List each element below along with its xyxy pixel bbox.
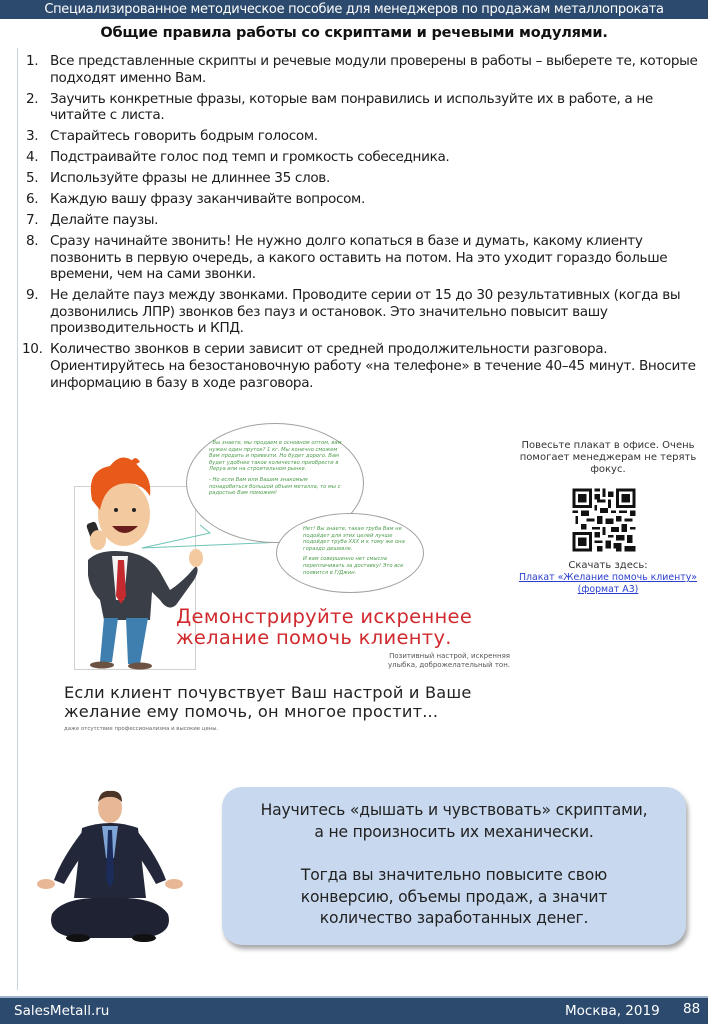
list-item: 3. Старайтесь говорить бодрым голосом. [26, 128, 318, 145]
list-item: 1. Все представленные скрипты и речевые модули проверены в работы – выберете те, которые подходят именно Вам. [26, 53, 698, 86]
poster-forgive-headline: Если клиент почувствует Ваш настрой и Ваше желание ему помочь, он многое простит... [64, 683, 472, 721]
list-item: 9. Не делайте пауз между звонками. Проводите серии от 15 до 30 результативных (когда вы дозвонились ЛПР) звонков без пауз и остановок. Это значительно повысит вашу производительность и КПД. [26, 287, 681, 337]
list-item: 6. Каждую вашу фразу заканчивайте вопросом. [26, 191, 365, 208]
page-title: Общие правила работы со скриптами и речевыми модулями. [100, 25, 608, 41]
list-item: 7. Делайте паузы. [26, 212, 159, 229]
list-item: 5. Используйте фразы не длиннее 35 слов. [26, 170, 330, 187]
header-banner-text: Специализированное методическое пособие для менеджеров по продажам металлопроката [44, 2, 664, 17]
list-item: 2. Заучить конкретные фразы, которые вам понравились и используйте их в работе, а не читайте с листа. [26, 90, 653, 124]
callout-box: Научитесь «дышать и чувствовать» скриптами, а не произносить их механически. Тогда вы значительно повысите свою конверсию, объемы продаж, а значит количество заработанных денег. [222, 787, 686, 945]
poster-forgive-subline: даже отсутствие профессионализма и высокие цены. [64, 726, 219, 732]
page-number: 88 [683, 1001, 701, 1017]
list-item: 8. Сразу начинайте звонить! Не нужно долго копаться в базе и думать, какому клиенту позвонить в первую очередь, а какого оставить на потом. На это уходит гораздо больше времени, чем на сами звонки. [26, 233, 668, 283]
poster-download-link[interactable]: Плакат «Желание помочь клиенту» (формат А3) [518, 572, 698, 595]
speech-bubble-1: - Вы знаете, мы продаем в основном оптом, вам нужен один пруток? 1 кг. Мы конечно сможем Вам продать и привезти. Но будет дорого. Вам будет удобнее такое количество приобрести в Леруа или на строительном рынке. - Но если Вам или Вашим знакомым понадобиться большой объем металла, то мы с радостью Вам поможем! [186, 423, 364, 543]
list-item: 4. Подстраивайте голос под темп и громкость собеседника. [26, 149, 450, 166]
poster-headline: Демонстрируйте искреннее желание помочь клиенту. [176, 605, 473, 649]
qr-code-icon[interactable] [570, 486, 638, 554]
speech-bubble-2: Нет! Вы знаете, такая труба Вам не подойдет для этих целей лучше подойдет труба ХХХ и к тому же она гораздо дешевле. И вам совершенно нет смысла переплачивать за доставку! Это все появится в Г/Джин. [276, 513, 424, 593]
meditating-man-image [24, 788, 196, 948]
footer-city-year: Москва, 2019 [565, 1003, 660, 1019]
footer-site: SalesMetall.ru [14, 1003, 110, 1019]
list-item: 10. Количество звонков в серии зависит от средней продолжительности разговора. Ориентируйтесь на безостановочную работу «на телефоне» в течение 40–45 минут. Вносите информацию в базу в ходе разговора. [22, 341, 696, 391]
download-label: Скачать здесь: [568, 560, 648, 571]
poster-hint: Повесьте плакат в офисе. Очень помогает менеджерам не терять фокус. [519, 440, 697, 475]
poster-subline: Позитивный настрой, искренняя улыбка, доброжелательный тон. [388, 652, 510, 669]
footer-bar [0, 998, 708, 1024]
